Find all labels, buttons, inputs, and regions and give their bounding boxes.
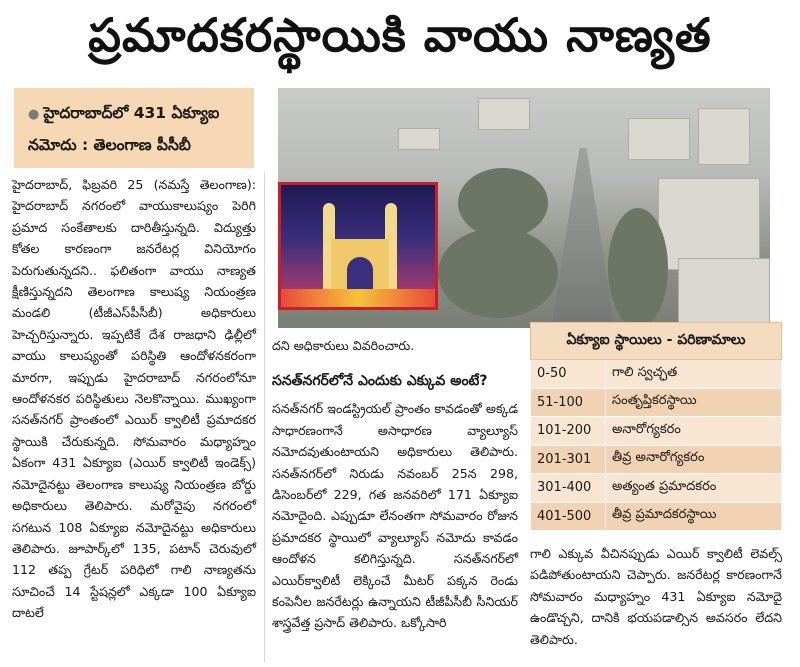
subhead-line-1: హైదరాబాద్‌లో 431 ఏక్యూఐ (43, 104, 220, 122)
table-row: 101-200 అనారోగ్యకరం (531, 417, 782, 446)
bullet-icon: ● (28, 107, 40, 122)
column-3-text: గాలి ఎక్కువ వీచినప్పుడు ఎయిర్‌ క్వాలిటీ లెవల్స్‌ పడిపోతుంటాయని చెప్పారు. జనరేటర్ల కారణంగానే సోమవారం మధ్యాహ్నం 431 ఏక్యూఐ నమోదై ఉండొచ్చని, దానికి భయపడాల్సిన అవసరం లేదని తెలిపారు. (530, 546, 782, 647)
table-row: 401-500 తీవ్ర ప్రమాదకరస్థాయి (531, 502, 782, 531)
article-column-1 (12, 174, 256, 624)
article-column-3 (530, 543, 782, 650)
article-column-2 (272, 335, 518, 634)
subheadline-box (14, 88, 254, 168)
charminar-inset-photo (278, 182, 438, 310)
column-divider (264, 172, 265, 662)
table-row: 0-50 గాలి స్వచ్ఛత (531, 360, 782, 389)
column-2-lead: దని అధికారులు వివరించారు. (272, 338, 415, 353)
column-1-text: హైదరాబాద్‌, ఫిబ్రవరి 25 (నమస్తే తెలంగాణ): హైదరాబాద్‌ నగరంలో వాయుకాలుష్యం పెరిగి ప్రమాద సంకేతాలకు దారితీస్తున్నది. విద్యుత్తు కోతల కారణంగా జనరేటర్ల వినియోగం పెరుగుతున్నదని.. ఫలితంగా వాయు నాణ్యత క్షీణిస్తున్నదని తెలంగాణ కాలుష్య నియంత్రణ మండలి (టీజీఎస్‌పీసీబీ) అధికారులు హెచ్చరిస్తున్నారు. ఇప్పటికే దేశ రాజధాని ఢిల్లీలో వాయు కాలుష్యంతో పరిస్థితి ఆందోళనకరంగా మారగా, ఇప్పుడు హైదరాబాద్‌ నగరంలోనూ ఆందోళనకర పరిస్థితులు నెలకొన్నాయి. ముఖ్యంగా సనత్‌నగర్‌ ప్రాంతంలో ఎయిర్‌ క్వాలిటీ ప్రమాదకర స్థాయికి చేరుకున్నది. సోమవారం మధ్యాహ్నం ఏకంగా 431 ఏక్యూఐ (ఎయిర్‌ క్వాలిటీ ఇండెక్స్‌) నమోదైనట్టు తెలంగాణ కాలుష్య నియంత్రణ బోర్డు అధికారులు తెలిపారు. మరోవైపు నగరంలో సగటున 108 ఏక్యూఐ నమోదైనట్టు అధికారులు తెలిపారు. జూపార్క్‌లో 135, పటాన్‌ చెరువులో 112 తప్ప గ్రేటర్‌ పరిధిలో గాలి నాణ్యతను సూచించే 14 స్టేషన్లలో ఎక్కడా 100 ఏక్యూఐ దాటలే (12, 177, 256, 621)
column-2-body: సనత్‌నగర్‌ ఇండస్ట్రియల్‌ ప్రాంతం కావడంతో అక్కడ సాధారణంగానే అసాధారణ వ్యాల్యూస్‌ నమోదవుతుంటాయని అధికారులు తెలిపారు. సనత్‌నగర్‌లో నిరుడు నవంబర్‌ 25న 298, డిసెంబర్‌లో 229, గత జనవరిలో 171 ఏక్యూఐ నమోదైంది. ఎప్పుడూ లేనంతగా సోమవారం రోజున ప్రమాదకర స్థాయిలో వ్యాల్యూస్‌ నమోదు కావడం ఆందోళన కలిగిస్తున్నది. సనత్‌నగర్‌లో ఎయిర్‌క్వాలిటీ లెక్కించే మీటర్‌ పక్కన రెండు కంపెనీల జనరేటర్లు ఉన్నాయని టీజీపీసీబీ సీనియర్‌ శాస్త్రవేత్త ప్రసాద్‌ తెలిపారు. ఒక్కోసారి (272, 401, 518, 631)
table-row: 301-400 అత్యంత ప్రమాదకరం (531, 474, 782, 503)
aqi-table-header: ఏక్యూఐ స్థాయిలు - పరిణామాలు (531, 323, 782, 360)
table-row: 51-100 సంతృప్తికరస్థాయి (531, 388, 782, 417)
headline: ప్రమాదకరస్థాయికి వాయు నాణ్యత (88, 8, 712, 62)
table-row: 201-301 తీవ్ర అనారోగ్యకరం (531, 445, 782, 474)
aqi-levels-table (530, 322, 782, 531)
subhead-line-2: నమోదు : తెలంగాణ పీసీబీ (28, 136, 191, 154)
section-heading: సనత్‌నగర్‌లోనే ఎందుకు ఎక్కువ అంటే? (272, 373, 488, 390)
